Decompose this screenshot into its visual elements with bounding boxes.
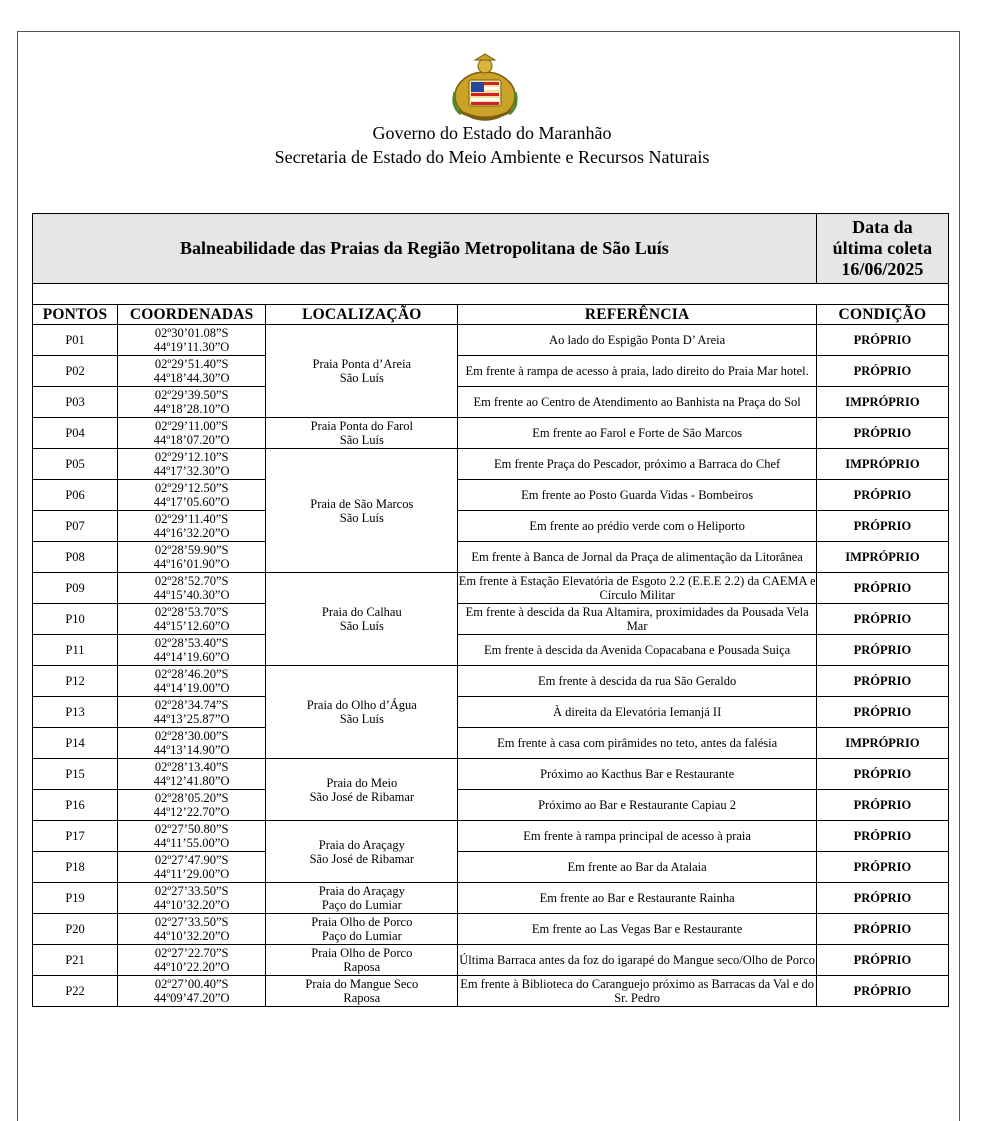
table-row bbox=[33, 697, 949, 728]
table-row bbox=[33, 945, 949, 976]
condition-cell: PRÓPRIO bbox=[816, 666, 948, 697]
condition-cell: PRÓPRIO bbox=[816, 356, 948, 387]
ponto-cell: P14 bbox=[33, 728, 118, 759]
coordinates-cell bbox=[118, 387, 266, 418]
location-cell bbox=[266, 325, 458, 418]
longitude: 44º17’32.30”O bbox=[153, 464, 230, 478]
latitude: 02º28’53.40”S bbox=[154, 636, 229, 650]
column-header-referencia: REFERÊNCIA bbox=[458, 305, 816, 325]
location-beach: Praia de São Marcos bbox=[310, 496, 414, 511]
ponto-cell: P12 bbox=[33, 666, 118, 697]
ponto-cell: P18 bbox=[33, 852, 118, 883]
coordinates-cell bbox=[118, 666, 266, 697]
ponto-cell: P17 bbox=[33, 821, 118, 852]
longitude: 44º14’19.60”O bbox=[153, 650, 230, 664]
longitude: 44º11’29.00”O bbox=[154, 867, 230, 881]
table-body bbox=[33, 325, 949, 1007]
coordinates-cell bbox=[118, 635, 266, 666]
latitude: 02º27’50.80”S bbox=[154, 822, 229, 836]
ponto-cell: P05 bbox=[33, 449, 118, 480]
reference-cell: Em frente ao Bar e Restaurante Rainha bbox=[458, 883, 816, 914]
ponto-cell: P06 bbox=[33, 480, 118, 511]
condition-cell: PRÓPRIO bbox=[816, 821, 948, 852]
coordinates-cell bbox=[118, 573, 266, 604]
location-city: Raposa bbox=[343, 960, 381, 974]
condition-cell: PRÓPRIO bbox=[816, 635, 948, 666]
location-cell bbox=[266, 449, 458, 573]
ponto-cell: P13 bbox=[33, 697, 118, 728]
column-header-coordenadas: COORDENADAS bbox=[118, 305, 266, 325]
longitude: 44º18’44.30”O bbox=[153, 371, 230, 385]
longitude: 44º16’32.20”O bbox=[153, 526, 230, 540]
location-cell bbox=[266, 914, 458, 945]
reference-cell: Em frente à rampa principal de acesso à praia bbox=[458, 821, 816, 852]
latitude: 02º27’00.40”S bbox=[154, 977, 229, 991]
latitude: 02º27’33.50”S bbox=[154, 884, 229, 898]
latitude: 02º29’39.50”S bbox=[154, 388, 229, 402]
latitude: 02º27’47.90”S bbox=[154, 853, 229, 867]
latitude: 02º29’11.40”S bbox=[155, 512, 229, 526]
coordinates-cell bbox=[118, 604, 266, 635]
coordinates-cell bbox=[118, 356, 266, 387]
latitude: 02º29’12.10”S bbox=[154, 450, 229, 464]
coordinates-cell bbox=[118, 542, 266, 573]
location-city: São José de Ribamar bbox=[309, 789, 415, 804]
coordinates-cell bbox=[118, 914, 266, 945]
reference-cell: Última Barraca antes da foz do igarapé do Mangue seco/Olho de Porco bbox=[458, 945, 816, 976]
spacer-row bbox=[33, 284, 949, 305]
location-beach: Praia do Araçagy bbox=[318, 837, 405, 852]
location-beach: Praia Olho de Porco bbox=[311, 915, 413, 929]
date-value: 16/06/2025 bbox=[841, 259, 924, 279]
condition-cell: PRÓPRIO bbox=[816, 790, 948, 821]
condition-cell: PRÓPRIO bbox=[816, 883, 948, 914]
longitude: 44º10’32.20”O bbox=[153, 929, 230, 943]
table-row bbox=[33, 418, 949, 449]
longitude: 44º19’11.30”O bbox=[154, 340, 230, 354]
reference-cell: Em frente à descida da Rua Altamira, proximidades da Pousada Vela Mar bbox=[458, 604, 816, 635]
reference-cell: Em frente à rampa de acesso à praia, lado direito do Praia Mar hotel. bbox=[458, 356, 816, 387]
ponto-cell: P21 bbox=[33, 945, 118, 976]
location-cell bbox=[266, 759, 458, 821]
date-label-line2: última coleta bbox=[832, 238, 933, 258]
condition-cell: PRÓPRIO bbox=[816, 759, 948, 790]
longitude: 44º16’01.90”O bbox=[153, 557, 230, 571]
latitude: 02º29’12.50”S bbox=[154, 481, 229, 495]
reference-cell: Em frente à Biblioteca do Caranguejo próximo as Barracas da Val e do Sr. Pedro bbox=[458, 976, 816, 1007]
latitude: 02º29’11.00”S bbox=[155, 419, 229, 433]
location-beach: Praia do Mangue Seco bbox=[305, 977, 419, 991]
location-beach: Praia do Meio bbox=[326, 775, 398, 790]
table-row bbox=[33, 666, 949, 697]
longitude: 44º17’05.60”O bbox=[153, 495, 230, 509]
ponto-cell: P15 bbox=[33, 759, 118, 790]
longitude: 44º14’19.00”O bbox=[153, 681, 230, 695]
coordinates-cell bbox=[118, 945, 266, 976]
coordinates-cell bbox=[118, 449, 266, 480]
table-row bbox=[33, 759, 949, 790]
latitude: 02º28’52.70”S bbox=[154, 574, 229, 588]
last-collection-date bbox=[816, 214, 948, 284]
table-row bbox=[33, 976, 949, 1007]
balneability-table bbox=[32, 213, 949, 1007]
condition-cell: PRÓPRIO bbox=[816, 325, 948, 356]
location-beach: Praia Olho de Porco bbox=[311, 946, 413, 960]
coordinates-cell bbox=[118, 883, 266, 914]
reference-cell: À direita da Elevatória Iemanjá II bbox=[458, 697, 816, 728]
location-cell bbox=[266, 976, 458, 1007]
ponto-cell: P19 bbox=[33, 883, 118, 914]
location-beach: Praia do Araçagy bbox=[318, 884, 405, 898]
ponto-cell: P10 bbox=[33, 604, 118, 635]
location-city: Raposa bbox=[343, 991, 381, 1005]
condition-cell: PRÓPRIO bbox=[816, 852, 948, 883]
longitude: 44º11’55.00”O bbox=[154, 836, 230, 850]
location-city: São José de Ribamar bbox=[309, 851, 415, 866]
location-cell bbox=[266, 821, 458, 883]
coordinates-cell bbox=[118, 728, 266, 759]
reference-cell: Próximo ao Bar e Restaurante Capiau 2 bbox=[458, 790, 816, 821]
coordinates-cell bbox=[118, 852, 266, 883]
ponto-cell: P09 bbox=[33, 573, 118, 604]
coordinates-cell bbox=[118, 418, 266, 449]
condition-cell: IMPRÓPRIO bbox=[816, 728, 948, 759]
reference-cell: Em frente à Banca de Jornal da Praça de alimentação da Litorânea bbox=[458, 542, 816, 573]
longitude: 44º13’25.87”O bbox=[153, 712, 230, 726]
location-beach: Praia do Olho d’Água bbox=[306, 698, 417, 712]
table-row bbox=[33, 883, 949, 914]
coordinates-cell bbox=[118, 821, 266, 852]
table-row bbox=[33, 325, 949, 356]
location-cell bbox=[266, 883, 458, 914]
longitude: 44º09’47.20”O bbox=[153, 991, 230, 1005]
location-cell bbox=[266, 418, 458, 449]
table-row bbox=[33, 821, 949, 852]
longitude: 44º18’07.20”O bbox=[153, 433, 230, 447]
ponto-cell: P22 bbox=[33, 976, 118, 1007]
table-row bbox=[33, 449, 949, 480]
condition-cell: IMPRÓPRIO bbox=[816, 542, 948, 573]
longitude: 44º13’14.90”O bbox=[153, 743, 230, 757]
longitude: 44º18’28.10”O bbox=[153, 402, 230, 416]
latitude: 02º28’59.90”S bbox=[154, 543, 229, 557]
coordinates-cell bbox=[118, 511, 266, 542]
table-row bbox=[33, 604, 949, 635]
condition-cell: PRÓPRIO bbox=[816, 976, 948, 1007]
table-row bbox=[33, 387, 949, 418]
longitude: 44º10’22.20”O bbox=[153, 960, 230, 974]
coordinates-cell bbox=[118, 976, 266, 1007]
location-beach: Praia Ponta d’Areia bbox=[312, 357, 412, 371]
condition-cell: IMPRÓPRIO bbox=[816, 387, 948, 418]
condition-cell: PRÓPRIO bbox=[816, 914, 948, 945]
reference-cell: Em frente à Estação Elevatória de Esgoto 2.2 (E.E.E 2.2) da CAEMA e Círculo Militar bbox=[458, 574, 816, 602]
condition-cell: PRÓPRIO bbox=[816, 697, 948, 728]
reference-cell: Em frente à descida da Avenida Copacabana e Pousada Suiça bbox=[458, 635, 816, 666]
location-cell bbox=[266, 573, 458, 666]
table-row bbox=[33, 728, 949, 759]
condition-cell: PRÓPRIO bbox=[816, 480, 948, 511]
ponto-cell: P01 bbox=[33, 325, 118, 356]
condition-cell: IMPRÓPRIO bbox=[816, 449, 948, 480]
coordinates-cell bbox=[118, 790, 266, 821]
ponto-cell: P08 bbox=[33, 542, 118, 573]
ponto-cell: P04 bbox=[33, 418, 118, 449]
location-city: São Luís bbox=[339, 712, 384, 726]
location-city: Paço do Lumiar bbox=[321, 898, 402, 912]
coordinates-cell bbox=[118, 325, 266, 356]
table-row bbox=[33, 480, 949, 511]
location-beach: Praia do Calhau bbox=[321, 605, 402, 619]
latitude: 02º28’46.20”S bbox=[154, 667, 229, 681]
latitude: 02º28’34.74”S bbox=[154, 698, 229, 712]
ponto-cell: P03 bbox=[33, 387, 118, 418]
longitude: 44º12’41.80”O bbox=[153, 774, 230, 788]
ponto-cell: P20 bbox=[33, 914, 118, 945]
ponto-cell: P16 bbox=[33, 790, 118, 821]
reference-cell: Em frente ao Posto Guarda Vidas - Bombeiros bbox=[458, 480, 816, 511]
longitude: 44º10’32.20”O bbox=[153, 898, 230, 912]
table-row bbox=[33, 914, 949, 945]
latitude: 02º28’30.00”S bbox=[154, 729, 229, 743]
location-city: São Luís bbox=[339, 433, 384, 447]
condition-cell: PRÓPRIO bbox=[816, 418, 948, 449]
condition-cell: PRÓPRIO bbox=[816, 511, 948, 542]
date-label-line1: Data da bbox=[852, 217, 913, 237]
reference-cell: Ao lado do Espigão Ponta D’ Areia bbox=[458, 325, 816, 356]
table-row bbox=[33, 356, 949, 387]
table-row bbox=[33, 542, 949, 573]
coordinates-cell bbox=[118, 480, 266, 511]
condition-cell: PRÓPRIO bbox=[816, 604, 948, 635]
reference-cell: Em frente ao Farol e Forte de São Marcos bbox=[458, 418, 816, 449]
table-row bbox=[33, 790, 949, 821]
latitude: 02º30’01.08”S bbox=[154, 326, 229, 340]
government-name: Governo do Estado do Maranhão bbox=[372, 123, 612, 143]
maranhao-coat-of-arms-icon bbox=[445, 52, 525, 124]
longitude: 44º15’40.30”O bbox=[153, 588, 230, 602]
reference-cell: Em frente à descida da rua São Geraldo bbox=[458, 666, 816, 697]
table-row bbox=[33, 573, 949, 604]
latitude: 02º28’53.70”S bbox=[154, 605, 229, 619]
latitude: 02º29’51.40”S bbox=[154, 357, 229, 371]
location-cell bbox=[266, 945, 458, 976]
latitude: 02º28’05.20”S bbox=[154, 791, 229, 805]
latitude: 02º27’22.70”S bbox=[154, 946, 229, 960]
column-header-condicao: CONDIÇÃO bbox=[816, 305, 948, 325]
condition-cell: PRÓPRIO bbox=[816, 573, 948, 604]
reference-cell: Em frente ao prédio verde com o Heliporto bbox=[458, 511, 816, 542]
coordinates-cell bbox=[118, 759, 266, 790]
secretariat-name: Secretaria de Estado do Meio Ambiente e Recursos Naturais bbox=[274, 147, 710, 167]
ponto-cell: P02 bbox=[33, 356, 118, 387]
table-row bbox=[33, 852, 949, 883]
column-header-pontos: PONTOS bbox=[33, 305, 118, 325]
latitude: 02º28’13.40”S bbox=[154, 760, 229, 774]
longitude: 44º15’12.60”O bbox=[153, 619, 230, 633]
reference-cell: Em frente Praça do Pescador, próximo a Barraca do Chef bbox=[458, 449, 816, 480]
reference-cell: Em frente ao Centro de Atendimento ao Banhista na Praça do Sol bbox=[458, 387, 816, 418]
table-row bbox=[33, 511, 949, 542]
table-row bbox=[33, 635, 949, 666]
ponto-cell: P11 bbox=[33, 635, 118, 666]
latitude: 02º27’33.50”S bbox=[154, 915, 229, 929]
reference-cell: Em frente ao Las Vegas Bar e Restaurante bbox=[458, 914, 816, 945]
condition-cell: PRÓPRIO bbox=[816, 945, 948, 976]
reference-cell: Próximo ao Kacthus Bar e Restaurante bbox=[458, 759, 816, 790]
reference-cell: Em frente à casa com pirâmides no teto, antes da falésia bbox=[458, 728, 816, 759]
ponto-cell: P07 bbox=[33, 511, 118, 542]
longitude: 44º12’22.70”O bbox=[153, 805, 230, 819]
table-title: Balneabilidade das Praias da Região Metropolitana de São Luís bbox=[33, 214, 817, 284]
location-cell bbox=[266, 666, 458, 759]
location-city: São Luís bbox=[339, 371, 384, 385]
location-city: Paço do Lumiar bbox=[321, 929, 402, 943]
column-header-localizacao: LOCALIZAÇÃO bbox=[266, 305, 458, 325]
reference-cell: Em frente ao Bar da Atalaia bbox=[458, 852, 816, 883]
location-city: São Luís bbox=[339, 619, 384, 633]
location-beach: Praia Ponta do Farol bbox=[310, 419, 414, 433]
location-city: São Luís bbox=[339, 510, 384, 525]
coordinates-cell bbox=[118, 697, 266, 728]
